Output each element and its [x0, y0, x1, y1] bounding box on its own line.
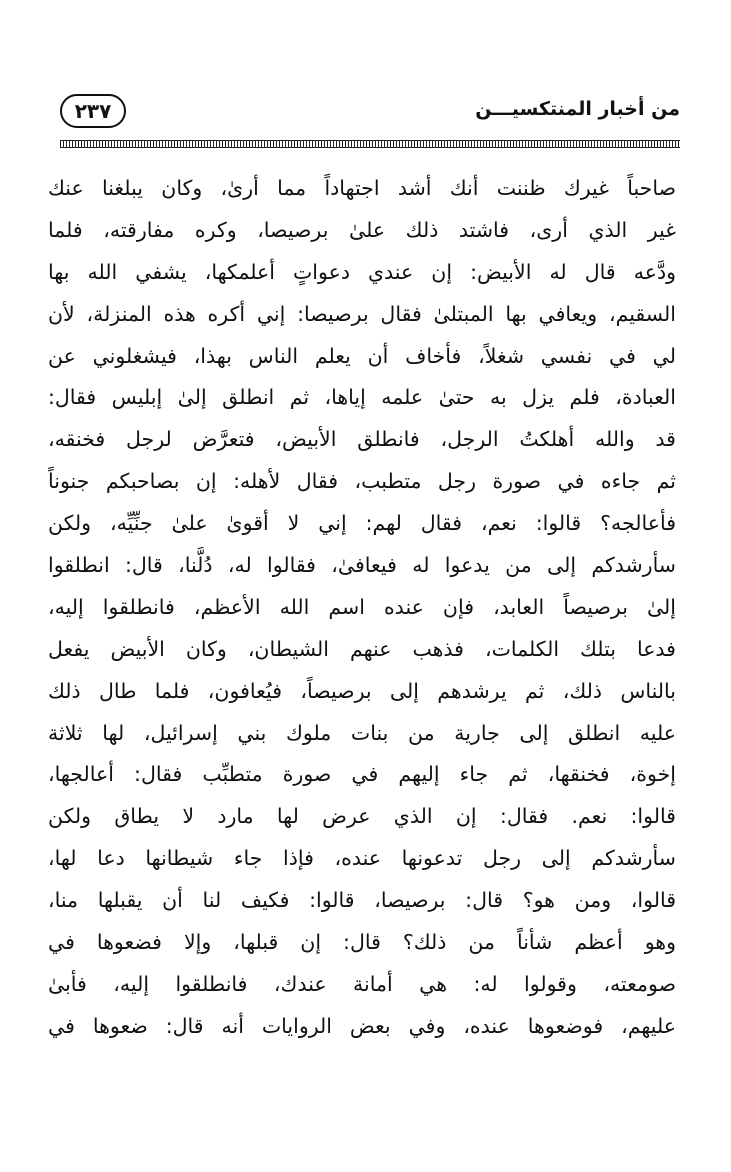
- text-line: سأرشدكم إلى رجل تدعونها عنده، فإذا جاء شيطانها دعا لها،: [48, 846, 676, 871]
- body-text: [48, 168, 676, 1048]
- text-line: قد والله أهلكتُ الرجل، فانطلق الأبيض، فتعرَّض لرجل فخنقه،: [48, 427, 676, 452]
- text-line: سأرشدكم إلى من يدعوا له فيعافىٰ، فقالوا له، دُلَّنا، قال: انطلقوا: [48, 553, 676, 578]
- page-number: ٢٣٧: [60, 94, 126, 128]
- text-line: قالوا، ومن هو؟ قال: برصيصا، قالوا: فكيف لنا أن يقبلها منا،: [48, 888, 676, 913]
- header-divider: [60, 140, 680, 148]
- running-title: من أخبار المنتكسيـــن: [475, 98, 680, 120]
- text-line: عليه انطلق إلى جارية من بنات ملوك بني إسرائيل، لها ثلاثة: [48, 720, 676, 745]
- text-line: السقيم، ويعافي بها المبتلىٰ فقال برصيصا: إني أكره هذه المنزلة، لأن: [48, 301, 676, 326]
- page-header: [60, 92, 680, 136]
- text-line: عليهم، فوضعوها عنده، وفي بعض الروايات أنه قال: ضعوها في: [48, 1013, 676, 1038]
- text-line: غير الذي أرى، فاشتد ذلك علىٰ برصيصا، وكره مفارقته، فلما: [48, 217, 676, 242]
- text-line: العبادة، فلم يزل به حتىٰ علمه إياها، ثم انطلق إلىٰ إبليس فقال:: [48, 385, 676, 410]
- text-line: ثم جاءه في صورة رجل متطبب، فقال لأهله: إن بصاحبكم جنوناً: [48, 469, 676, 494]
- text-line: صاحباً غيرك ظننت أنك أشد اجتهاداً مما أرىٰ، وكان يبلغنا عنك: [48, 176, 676, 200]
- text-line: لي في نفسي شغلاً، فأخاف أن يعلم الناس بهذا، فيشغلوني عن: [48, 343, 676, 368]
- text-line: ودَّعه قال له الأبيض: إن عندي دعواتٍ أعلمكها، يشفي الله بها: [48, 259, 676, 284]
- text-line: بالناس ذلك، ثم يرشدهم إلى برصيصاً، فيُعافون، فلما طال ذلك: [48, 678, 676, 703]
- text-line: قالوا: نعم. فقال: إن الذي عرض لها مارد لا يطاق ولكن: [48, 804, 676, 829]
- text-line: فدعا بتلك الكلمات، فذهب عنهم الشيطان، وكان الأبيض يفعل: [48, 636, 676, 661]
- text-line: إخوة، فخنقها، ثم جاء إليهم في صورة متطبِّب فقال: أعالجها،: [48, 762, 676, 787]
- text-line: فأعالجه؟ قالوا: نعم، فقال لهم: إني لا أقوىٰ علىٰ جنِّيِّه، ولكن: [48, 511, 676, 536]
- text-line: صومعته، وقولوا له: هي أمانة عندك، فانطلقوا إليه، فأبىٰ: [48, 971, 676, 996]
- text-line: إلىٰ برصيصاً العابد، فإن عنده اسم الله الأعظم، فانطلقوا إليه،: [48, 594, 676, 619]
- text-line: وهو أعظم شأناً من ذلك؟ قال: إن قبلها، وإلا فضعوها في: [48, 930, 676, 955]
